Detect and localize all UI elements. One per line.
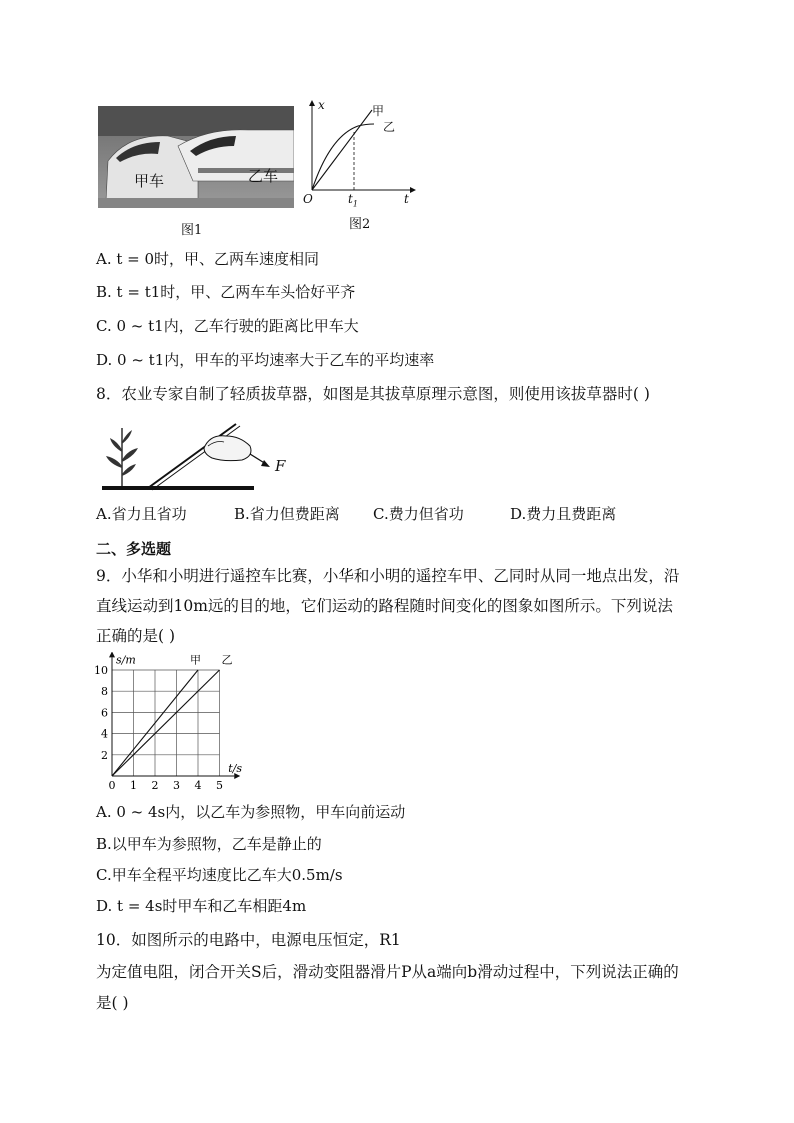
xt-y-axis-label: x (318, 98, 325, 112)
series-label-yi: 乙 (221, 653, 233, 667)
xt-origin-label: O (303, 192, 313, 206)
q9-option-b: B.以甲车为参照物，乙车是静止的 (96, 835, 322, 853)
x-tick-label: 3 (173, 779, 180, 792)
series-label-jia: 甲 (190, 653, 201, 667)
q9-option-d: D. t = 4s时甲车和乙车相距4m (96, 897, 307, 915)
x-tick-label: 1 (130, 779, 137, 792)
q9-line1: 9．小华和小明进行遥控车比赛，小华和小明的遥控车甲、乙同时从同一地点出发，沿 (96, 567, 680, 585)
q7-option-c: C. 0 ~ t1内，乙车行驶的距离比甲车大 (96, 317, 359, 335)
xt-series-yi-label: 乙 (383, 120, 396, 134)
st-chart (90, 652, 270, 797)
q7-option-a: A. t = 0时，甲、乙两车速度相同 (96, 250, 320, 268)
y-tick-label: 6 (101, 706, 108, 720)
figure2-caption: 图2 (349, 217, 371, 232)
y-tick-label: 8 (101, 685, 108, 699)
y-tick-label: 4 (101, 727, 108, 741)
q9-line3: 正确的是( ) (96, 627, 176, 645)
x-tick-label: 2 (151, 779, 159, 792)
train-yi-label: 乙车 (248, 167, 279, 185)
x-tick-label: 4 (194, 779, 202, 792)
q10-line1: 10．如图所示的电路中，电源电压恒定，R1 (96, 931, 401, 949)
y-axis-arrow (109, 652, 115, 657)
xt-x-axis-label: t (404, 192, 409, 206)
q8-option-d: D.费力且费距离 (510, 505, 617, 523)
y-tick-label: 10 (94, 664, 108, 677)
q10-line3: 是( ) (96, 994, 129, 1012)
series-line-yi (112, 670, 220, 776)
section-heading: 二、多选题 (96, 540, 172, 558)
xt-tick-t1: $t_1$ (348, 192, 358, 209)
figure1-caption: 图1 (181, 223, 203, 238)
q8-option-c: C.费力但省功 (373, 505, 464, 523)
y-axis-label: s/m (116, 653, 136, 667)
xt-series-jia-label: 甲 (372, 104, 385, 118)
x-axis-label: t/s (228, 762, 243, 775)
q8-option-b: B.省力但费距离 (234, 505, 340, 523)
q9-option-a: A. 0 ~ 4s内，以乙车为参照物，甲车向前运动 (96, 803, 406, 821)
train-photo (98, 106, 294, 208)
q7-option-d: D. 0 ~ t1内，甲车的平均速率大于乙车的平均速率 (96, 351, 435, 369)
force-label: F (275, 457, 286, 475)
q8-text: 8．农业专家自制了轻质拔草器，如图是其拔草原理示意图，则使用该拔草器时( ) (96, 385, 650, 403)
train-jia-label: 甲车 (134, 172, 165, 190)
q9-option-c: C.甲车全程平均速度比乙车大0.5m/s (96, 866, 343, 884)
q7-option-b: B. t = t1时，甲、乙两车车头恰好平齐 (96, 283, 356, 301)
x-tick-label: 0 (108, 779, 116, 792)
xt-graph (300, 96, 420, 208)
q9-line2: 直线运动到10m远的目的地，它们运动的路程随时间变化的图象如图所示。下列说法 (96, 597, 673, 615)
q8-option-a: A.省力且省功 (96, 505, 187, 523)
x-tick-label: 5 (216, 779, 223, 792)
y-tick-label: 2 (101, 748, 108, 762)
q10-line2: 为定值电阻，闭合开关S后，滑动变阻器滑片P从a端向b滑动过程中，下列说法正确的 (96, 963, 679, 981)
weeder-diagram (100, 418, 300, 494)
